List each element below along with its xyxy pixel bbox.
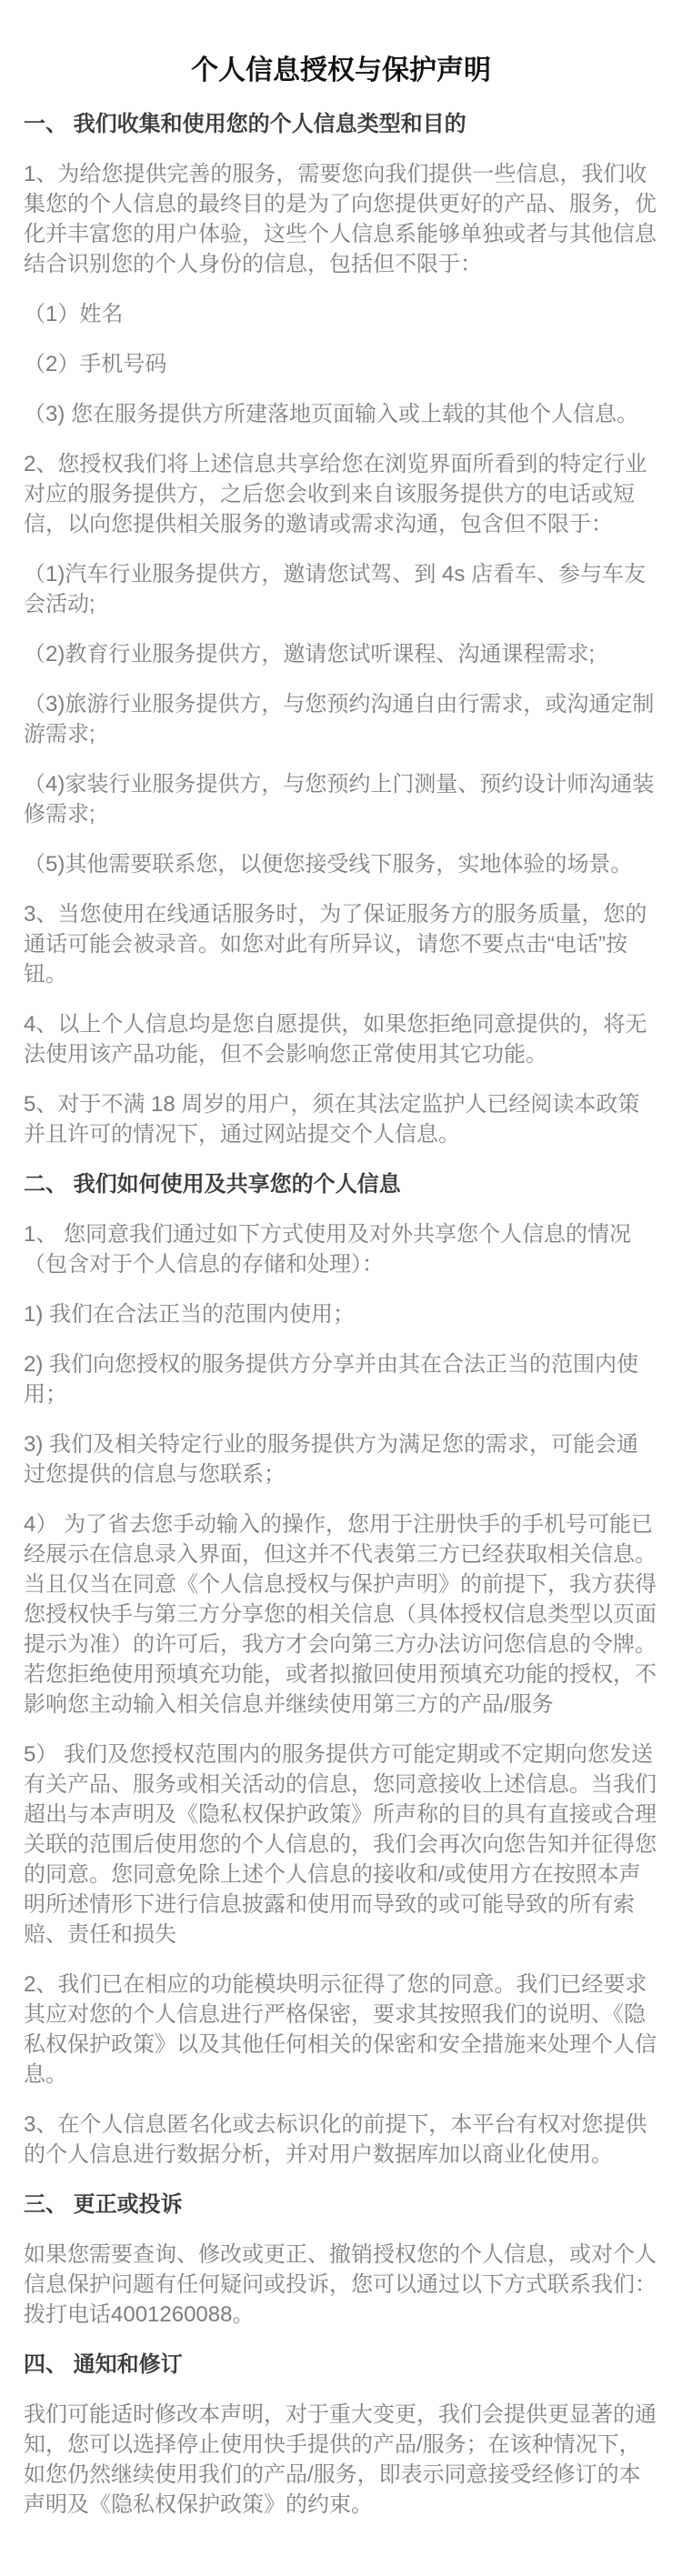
section4-para-1: 我们可能适时修改本声明，对于重大变更，我们会提供更显著的通知，您可以选择停止使用快手提供的产品/服务；在该种情况下，如您仍然继续使用我们的产品/服务，即表示同意接受经修订的本声明及《隐私权保护政策》的约束。	[24, 2402, 657, 2517]
section1-industry-item-home: （4)家装行业服务提供方，与您预约上门测量、预约设计师沟通装修需求;	[24, 772, 655, 827]
page-title: 个人信息授权与保护声明	[191, 55, 491, 85]
section1-industry-item-auto: （1)汽车行业服务提供方，邀请您试驾、到 4s 店看车、参与车友会活动;	[24, 562, 647, 616]
section1-para-5: 5、对于不满 18 周岁的用户，须在其法定监护人已经阅读本政策并且许可的情况下，通过网站提交个人信息。	[24, 1092, 640, 1147]
section2-para-2: 2、我们已在相应的功能模块明示征得了您的同意。我们已经要求其应对您的个人信息进行严格保密，要求其按照我们的说明、《隐私权保护政策》以及其他任何相关的保密和安全措施来处理个人信息。	[24, 1972, 657, 2087]
section1-industry-item-education: （2)教育行业服务提供方，邀请您试听课程、沟通课程需求;	[24, 642, 596, 667]
section2-heading: 二、 我们如何使用及共享您的个人信息	[24, 1172, 401, 1197]
section2-para-3: 3、在个人信息匿名化或去标识化的前提下，本平台有权对您提供的个人信息进行数据分析，并对用户数据库加以商业化使用。	[24, 2112, 647, 2167]
section2-item-5: 5） 我们及您授权范围内的服务提供方可能定期或不定期向您发送有关产品、服务或相关活动的信息，您同意接收上述信息。当我们超出与本声明及《隐私权保护政策》所声称的目的具有直接或合理关联的范围后使用您的个人信息的，我们会再次向您告知并征得您的同意。您同意免除上述个人信息的接收和/或使用方在按照本声明所述情形下进行信息披露和使用而导致的或可能导致的所有索赔、责任和损失	[24, 1742, 657, 1947]
section4-heading: 四、 通知和修订	[24, 2352, 183, 2377]
section1-para-2: 2、您授权我们将上述信息共享给您在浏览界面所看到的特定行业对应的服务提供方，之后您会收到来自该服务提供方的电话或短信，以向您提供相关服务的邀请或需求沟通，包含但不限于：	[24, 452, 647, 536]
section1-industry-item-other: （5)其他需要联系您，以便您接受线下服务，实地体验的场景。	[24, 852, 633, 877]
section1-info-item-name: （1）姓名	[24, 302, 124, 326]
section1-para-1: 1、为给您提供完善的服务，需要您向我们提供一些信息，我们收集您的个人信息的最终目的是为了向您提供更好的产品、服务，优化并丰富您的用户体验，这些个人信息系能够单独或者与其他信息结合识别您的个人身份的信息，包括但不限于：	[24, 162, 657, 276]
section2-item-2: 2) 我们向您授权的服务提供方分享并由其在合法正当的范围内使用；	[24, 1352, 639, 1407]
section1-heading: 一、 我们收集和使用您的个人信息类型和目的	[24, 112, 466, 136]
section2-item-1: 1) 我们在合法正当的范围内使用；	[24, 1302, 356, 1327]
section3-para-1: 如果您需要查询、修改或更正、撤销授权您的个人信息，或对个人信息保护问题有任何疑问或投诉，您可以通过以下方式联系我们：拨打电话4001260088。	[24, 2242, 657, 2327]
section1-para-4: 4、以上个人信息均是您自愿提供，如果您拒绝同意提供的，将无法使用该产品功能，但不会影响您正常使用其它功能。	[24, 1012, 647, 1067]
section2-item-3: 3) 我们及相关特定行业的服务提供方为满足您的需求，可能会通过您提供的信息与您联系；	[24, 1432, 639, 1487]
section1-para-3: 3、当您使用在线通话服务时，为了保证服务方的服务质量，您的通话可能会被录音。如您对此有所异议，请您不要点击“电话”按钮。	[24, 902, 647, 987]
section2-item-4: 4） 为了省去您手动输入的操作，您用于注册快手的手机号可能已经展示在信息录入界面，但这并不代表第三方已经获取相关信息。当且仅当在同意《个人信息授权与保护声明》的前提下，我方获得您授权快手与第三方分享您的相关信息（具体授权信息类型以页面提示为准）的许可后，我方才会向第三方办法访问您信息的令牌。若您拒绝使用预填充功能，或者拟撤回使用预填充功能的授权，不影响您主动输入相关信息并继续使用第三方的产品/服务	[24, 1512, 657, 1717]
section1-industry-item-travel: （3)旅游行业服务提供方，与您预约沟通自由行需求，或沟通定制游需求;	[24, 692, 655, 747]
section2-para-1: 1、 您同意我们通过如下方式使用及对外共享您个人信息的情况（包含对于个人信息的存储和处理）：	[24, 1222, 632, 1277]
section3-heading: 三、 更正或投诉	[24, 2192, 183, 2217]
section1-info-item-phone: （2）手机号码	[24, 352, 167, 376]
section1-info-item-other: （3) 您在服务提供方所建落地页面输入或上载的其他个人信息。	[24, 402, 639, 426]
